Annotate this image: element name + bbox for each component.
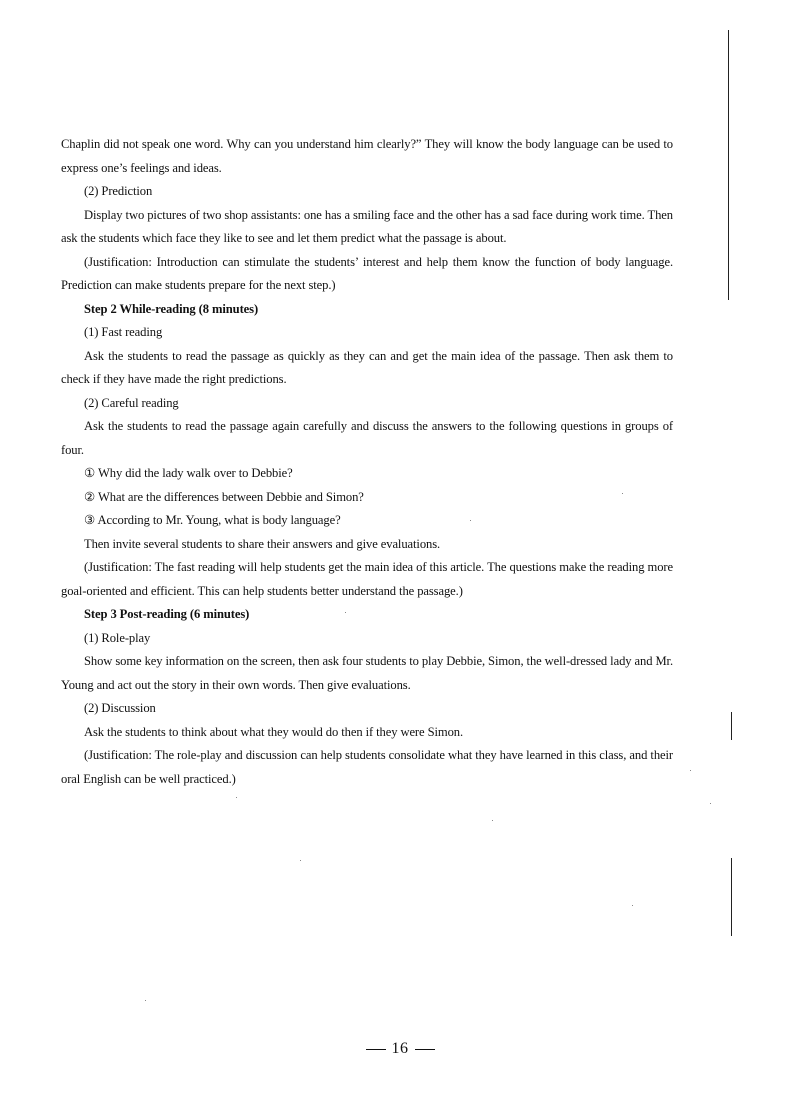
scan-speck	[710, 803, 711, 804]
paragraph-prediction-instructions: Display two pictures of two shop assistants: one has a smiling face and the other has a sad face during work time. Then ask the students which face they like to see and let them predict what the passage is about.	[61, 207, 673, 245]
paragraph-role-play-instructions: Show some key information on the screen, then ask four students to play Debbie, Simon, the well-dressed lady and Mr. Young and act out the story in their own words. Then give evaluations.	[61, 654, 673, 692]
scan-speck	[690, 770, 691, 771]
paragraph-justification-introduction: (Justification: Introduction can stimulate the students’ interest and help them know the function of body language. Prediction can make students prepare for the next step.)	[61, 254, 673, 292]
subheading-prediction: (2) Prediction	[84, 184, 153, 198]
scan-edge-line-bottom	[731, 858, 732, 936]
paragraph-justification-reading: (Justification: The fast reading will help students get the main idea of this article. The questions make the reading more goal-oriented and efficient. This can help students better understand the passage.)	[61, 560, 673, 598]
heading-step-2-while-reading: Step 2 While-reading (8 minutes)	[84, 301, 259, 316]
scan-speck	[145, 1000, 146, 1001]
scan-speck	[492, 820, 493, 821]
paragraph-justification-post-reading: (Justification: The role-play and discussion can help students consolidate what they have learned in this class, and their oral English can be well practiced.)	[61, 748, 673, 786]
paragraph-discussion-instructions: Ask the students to think about what they would do then if they were Simon.	[84, 724, 464, 739]
page-number-dash-right	[415, 1049, 435, 1050]
scan-speck	[236, 797, 237, 798]
heading-step-3-post-reading: Step 3 Post-reading (6 minutes)	[84, 607, 250, 621]
paragraph-fast-reading-instructions: Ask the students to read the passage as quickly as they can and get the main idea of the passage. Then ask them to check if they have made the right predictions.	[61, 348, 673, 386]
paragraph-careful-reading-instructions: Ask the students to read the passage again carefully and discuss the answers to the following questions in groups of four.	[61, 419, 673, 457]
scan-edge-line-middle	[731, 712, 732, 740]
page-number-value: 16	[391, 1040, 409, 1057]
question-item-1: ① Why did the lady walk over to Debbie?	[84, 466, 293, 480]
subheading-role-play: (1) Role-play	[84, 630, 151, 645]
question-item-3: ③ According to Mr. Young, what is body language?	[84, 513, 341, 527]
subheading-discussion: (2) Discussion	[84, 701, 156, 715]
scan-speck	[632, 905, 633, 906]
paragraph-chaplin-continuation: Chaplin did not speak one word. Why can you understand him clearly?” They will know the body language can be used to express one’s feelings and ideas.	[61, 137, 673, 175]
subheading-careful-reading: (2) Careful reading	[84, 395, 179, 410]
page-number	[0, 1040, 800, 1058]
question-item-2: ② What are the differences between Debbie and Simon?	[84, 489, 364, 504]
page-number-dash-left	[366, 1049, 386, 1050]
paragraph-invite-students: Then invite several students to share their answers and give evaluations.	[84, 536, 441, 551]
scan-speck	[300, 860, 301, 861]
document-body	[61, 133, 673, 791]
scan-edge-line-top	[728, 30, 729, 300]
subheading-fast-reading: (1) Fast reading	[84, 325, 163, 339]
